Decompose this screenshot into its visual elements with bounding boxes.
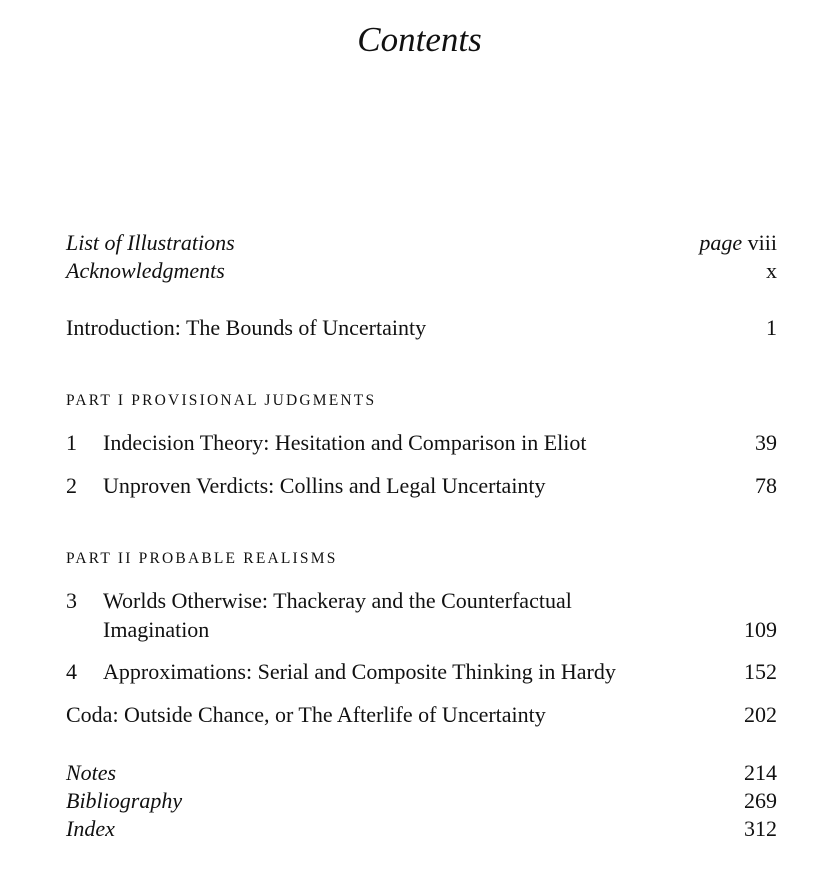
page-prefix: page [699, 230, 743, 255]
chapter-title-line1: Worlds Otherwise: Thackeray and the Counterfactual [103, 588, 572, 613]
toc-entry-page: 78 [755, 473, 777, 498]
toc-entry-page: x [766, 258, 777, 283]
chapter-number: 2 [66, 473, 77, 498]
toc-entry-page: 39 [755, 430, 777, 455]
toc-entry-label: List of Illustrations [66, 230, 235, 255]
toc-entry-page: 1 [766, 315, 777, 340]
toc-entry-page: 312 [744, 816, 777, 841]
part-heading-1: PART I PROVISIONAL JUDGMENTS [66, 392, 377, 409]
page-number: viii [747, 230, 777, 255]
chapter-number: 1 [66, 430, 77, 455]
toc-entry-label: Bibliography [66, 788, 183, 813]
chapter-title: Indecision Theory: Hesitation and Comparison in Eliot [103, 430, 587, 455]
toc-entry-page: 109 [744, 617, 777, 642]
chapter-number: 3 [66, 588, 77, 613]
toc-entry-page: 202 [744, 702, 777, 727]
toc-entry-page: 152 [744, 659, 777, 684]
toc-entry-page [699, 229, 777, 257]
toc-entry-label: Coda: Outside Chance, or The Afterlife of Uncertainty [66, 702, 546, 727]
toc-entry-label: Introduction: The Bounds of Uncertainty [66, 315, 427, 340]
toc-entry-page: 214 [744, 760, 777, 785]
toc-entry-label: Index [66, 816, 115, 841]
toc-entry-label: Acknowledgments [66, 258, 225, 283]
chapter-title-line2: Imagination [103, 617, 210, 642]
chapter-number: 4 [66, 659, 77, 684]
chapter-title: Unproven Verdicts: Collins and Legal Uncertainty [103, 473, 546, 498]
chapter-title: Approximations: Serial and Composite Thinking in Hardy [103, 659, 616, 684]
part-heading-2: PART II PROBABLE REALISMS [66, 550, 338, 567]
toc-entry-page: 269 [744, 788, 777, 813]
toc-entry-label: Notes [66, 760, 117, 785]
page-title: Contents [357, 20, 482, 59]
